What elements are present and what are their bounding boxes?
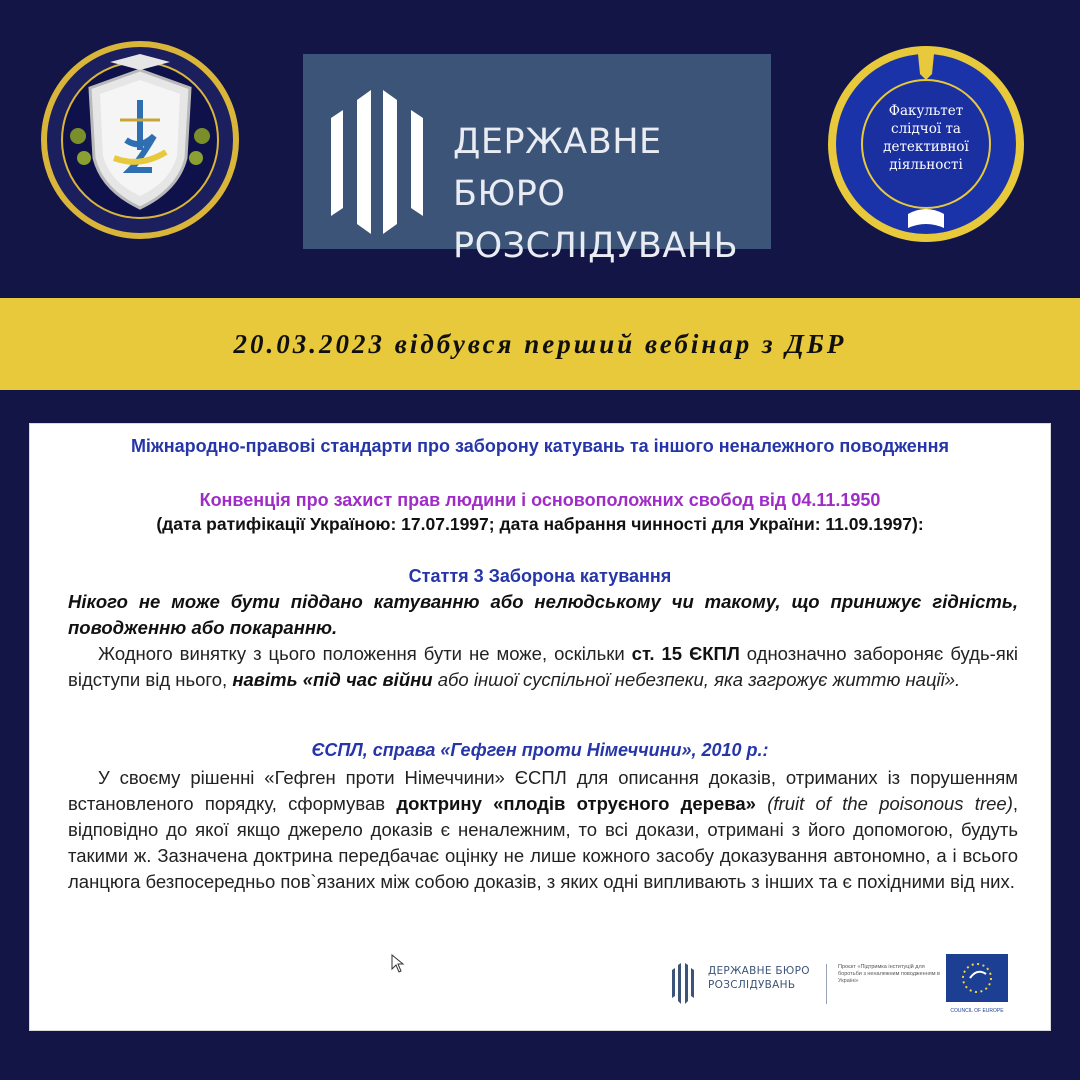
faculty-line2: слідчої та	[891, 121, 961, 137]
slide-title: Міжнародно-правові стандарти про заборону катувань та іншого неналежного поводження	[130, 436, 950, 456]
article-text: Нікого не може бути піддано катуванню або нелюдському чи такому, що принижує гідність, поводженню або покаранню.	[68, 591, 1018, 638]
p2-part-b: ст. 15 ЄКПЛ	[631, 643, 740, 664]
council-of-europe-logo	[946, 954, 1008, 1014]
p2-part-d: навіть «під час війни	[232, 669, 433, 690]
dbr-logo	[303, 54, 771, 266]
dbr-title-line1: ДЕРЖАВНЕ БЮРО	[453, 122, 662, 214]
dbr-columns-small-icon	[672, 958, 694, 1004]
faculty-line1: Факультет	[888, 103, 964, 119]
p3-part-c: (fruit of the poisonous tree)	[755, 793, 1013, 814]
p3-part-b: доктрину «плодів отруєного дерева»	[396, 793, 756, 814]
paragraph-exception	[68, 641, 1018, 693]
coe-label: COUNCIL OF EUROPE	[950, 1008, 1004, 1014]
header	[0, 0, 1080, 298]
footer-dbr-line1: ДЕРЖАВНЕ БЮРО	[708, 965, 810, 977]
coe-stars-icon	[946, 954, 1008, 1002]
ratification-note: (дата ратифікації Україною: 17.07.1997; дата набрання чинності для України: 11.09.1997):	[156, 514, 924, 534]
footer-dbr-line2: РОЗСЛІДУВАНЬ	[708, 979, 796, 991]
banner-text: 20.03.2023 відбувся перший вебінар з ДБР	[233, 328, 847, 359]
paragraph-gafgen	[68, 765, 1018, 895]
p2-part-a: Жодного винятку з цього положення бути не може, оскільки	[98, 643, 632, 664]
faculty-line4: діяльності	[889, 157, 963, 173]
footer-project-text: Проєкт «Підтримка інституцій для боротьби з неналежним поводженням в Україні»	[838, 964, 940, 984]
faculty-seal	[826, 44, 1026, 244]
footer-divider	[826, 964, 827, 1004]
convention-heading: Конвенція про захист прав людини і основоположних свобод від 04.11.1950	[199, 490, 881, 510]
footer-dbr-logo	[672, 956, 822, 1006]
article-heading: Стаття 3 Заборона катування	[408, 566, 672, 586]
p3-part-d: , відповідно до якої якщо джерело доказів є неналежним, то всі докази, отримані з його допомогою, будуть такими ж. Зазначена доктрина передбачає оцінку не лише кожного засобу доказування автономно, а і всього ланцюга безпосередньо пов`язаних між собою доказів, з яких одні випливають з інших та є похідними від них.	[68, 793, 1018, 892]
p2-part-c: однозначно забороняє будь-які відступи від нього,	[68, 643, 1018, 690]
dbr-title-line2: РОЗСЛІДУВАНЬ	[453, 226, 739, 266]
p2-part-e: або іншої суспільної небезпеки, яка загрожує життю нації».	[432, 669, 961, 690]
slide-screenshot	[30, 424, 1050, 1030]
p3-part-a: У своєму рішенні «Гефген проти Німеччини» ЄСПЛ для описання доказів, отриманих із порушенням встановленого порядку, сформував	[68, 767, 1018, 814]
announcement-banner	[0, 298, 1080, 390]
university-seal-icon	[40, 40, 240, 240]
mouse-cursor-icon	[391, 954, 405, 974]
echr-heading: ЄСПЛ, справа «Гефген проти Німеччини», 2010 р.:	[311, 740, 769, 760]
faculty-line3: детективної	[883, 139, 969, 155]
dbr-columns-icon	[331, 74, 423, 234]
